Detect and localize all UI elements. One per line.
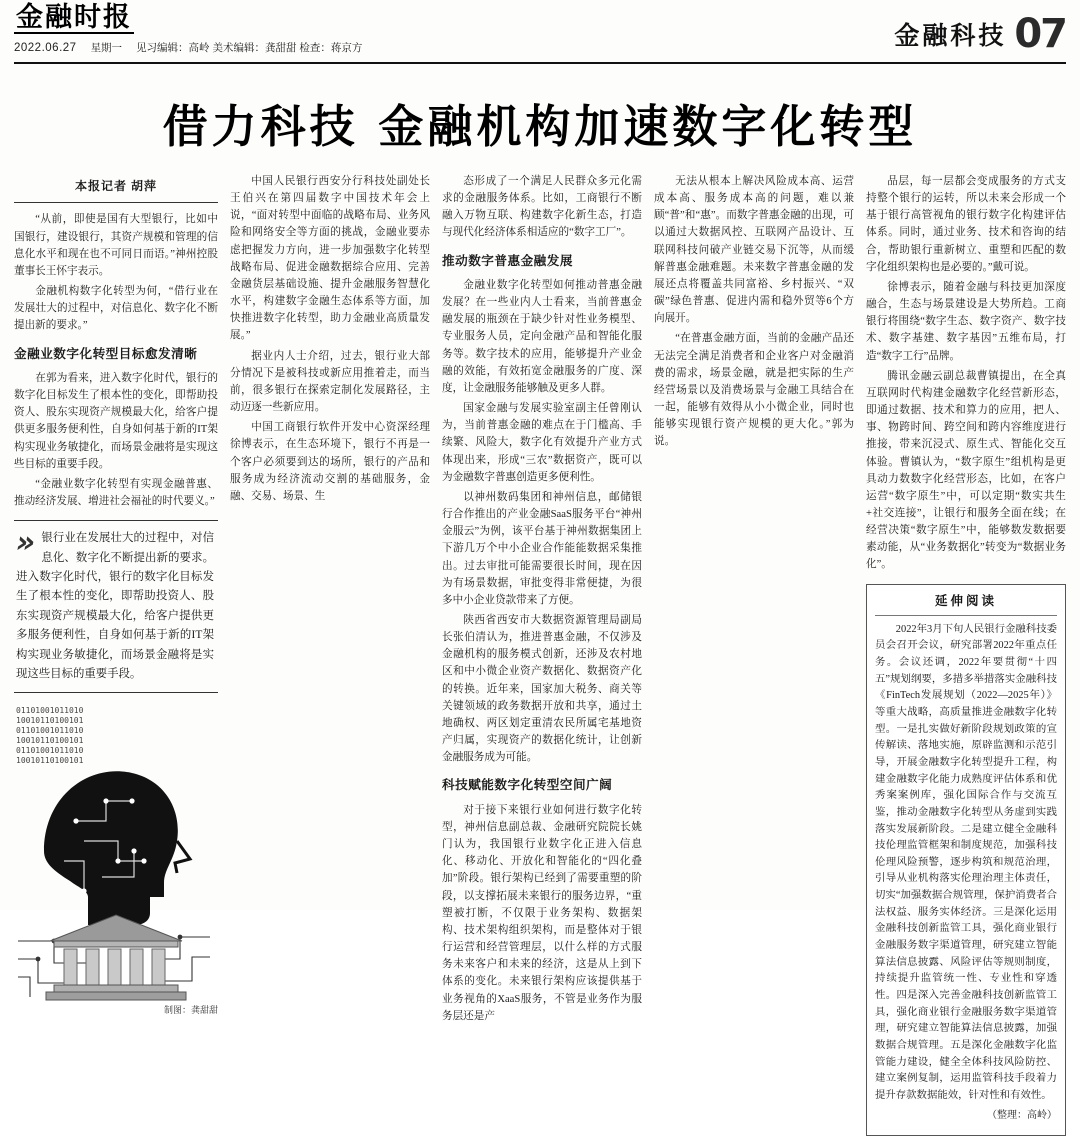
masthead <box>14 0 1066 64</box>
paragraph: 态形成了一个满足人民群众多元化需求的金融服务体系。比如，工商银行不断融入万物互联、构建数字化新生态，打造与现代化经济体系相适应的“数字工厂”。 <box>442 176 642 239</box>
pull-quote <box>14 520 218 693</box>
byline: 本报记者 胡萍 <box>14 173 218 203</box>
paragraph: 腾讯金融云副总裁曹镇提出，在全真互联网时代构建金融数字化经营新形态，即通过数据、技术和算力的应用，把人、事、物跨时间、跨空间和跨内容维度进行推接，带来沉浸式、原生式、智能化交互体验。曹镇认为，“数字原生”组机构是更具动力数数字化经营形态，比如，在客户运营“数字原生”中，可以定期“数实共生+社交连接”，让银行和服务全面在线；在经营决策“数字原生”中，能够数发数据要素动能，从“业务数据化”转变为“数据业务化”。 <box>866 370 1066 571</box>
column-4 <box>654 173 854 863</box>
column-2 <box>230 173 430 863</box>
paragraph: 金融机构数字化转型为何，“借行业在发展壮大的过程中，对信息化、数字化不断提出新的要求。” <box>14 286 218 332</box>
svg-text:10010110100101: 10010110100101 <box>16 736 84 746</box>
subheading: 推动数字普惠金融发展 <box>442 253 573 268</box>
masthead-right <box>894 0 1066 57</box>
paper-title: 金融时报 <box>16 2 132 33</box>
paragraph: 徐博表示，随着金融与科技更加深度融合，生态与场景建设是大势所趋。工商银行将围绕“数字生态、数字资产、数字技术、数字基建、数字基因”五维布局，打造“数字工行”品牌。 <box>866 281 1066 362</box>
pull-quote-text: 银行业在发展壮大的过程中，对信息化、数字化不断提出新的要求。进入数字化时代，银行的数字化目标发生了根本性的变化，即帮助投资人、股东实现资产规模最大化，给客户提供更多服务便利性，自身如何基于新的IT架构实现业务敏捷化，而场景金融将是实现这些目标的重要手段。 <box>16 532 214 680</box>
publish-date: 2022.06.27 <box>14 42 77 55</box>
illustration-svg <box>14 701 219 1001</box>
paragraph: 品层，每一层都会变成服务的方式支持整个银行的运转，所以未来会形成一个基于银行高管视角的银行数字化构建评估体系。同时，通过业务、技术和咨询的结合，帮助银行重新树立、重塑和匹配的数字化组织架构也是必要的。”戴可说。 <box>866 176 1066 273</box>
page-number: 07 <box>1014 11 1066 57</box>
paragraph: 中国工商银行软件开发中心资深经理徐博表示，在生态环境下，银行不再是一个客户必须要到达的场所，银行的产品和服务成为经济流动交割的基础服务，金融、交易、场景、生 <box>230 422 430 502</box>
paragraph: 金融业数字化转型如何推动普惠金融发展？在一些业内人士看来，当前普惠金融发展的瓶颈在于缺少针对性业务模型、专业服务人员，定向金融产品和智能化服务等。数字技术的应用，能够提升产业金融的效能，有效拓宽金融服务的广度、深度，让金融服务能够触及更多人群。 <box>442 280 642 394</box>
article-headline: 借力科技 金融机构加速数字化转型 <box>162 100 918 153</box>
sidebar-editor-credit: （整理：高岭） <box>987 1110 1057 1122</box>
column-5 <box>866 173 1066 1122</box>
paragraph: 据业内人士介绍，过去，银行业大部分情况下是被科技或新应用推着走，而当前，很多银行在探索定制化发展路径，主动迈逐一些新应用。 <box>230 350 430 414</box>
svg-text:10010110100101: 10010110100101 <box>16 756 84 766</box>
paragraph: 陕西省西安市大数据资源管理局副局长张伯清认为，推进普惠金融，不仅涉及金融机构的服务模式创新，还涉及农村地区和中小微企业资产数据化、数据资产化的转换。近年来，国家加大税务、商关等关键领域的政务数据开放和共享，通过土地确权、两区划定重清农民所属宅基地资产归属，实现资产的数据化统计，让创新金融服务成为可能。 <box>442 614 642 764</box>
column-1 <box>12 173 218 1016</box>
headline-band <box>14 64 1066 173</box>
quote-mark-icon: » <box>12 525 40 561</box>
paragraph: 无法从根本上解决风险成本高、运营成本高、服务成本高的问题，难以兼顾“普”和“惠”。而数字普惠金融的出现，可以通过大数据风控、互联网产品设计、互联网科技问破产业链交易下沉等，从而缓解普惠金融难题。未来数字普惠金融的发展还点将覆盖共同富裕、乡村振兴、“双碳”绿色普惠、促进内需和稳外贸等6个方向展开。 <box>654 176 854 325</box>
brain-circuit-head-icon <box>44 772 190 926</box>
svg-text:01101001011010: 01101001011010 <box>16 746 84 756</box>
paragraph: 中国人民银行西安分行科技处副处长王伯兴在第四届数字中国技术年会上说，“面对转型中面临的战略布局、业务风险和网络安全等方面的挑战，金融业要赤虑把握发力方向，进一步加强数字化转型战略布局、促进金融数据综合应用、完善金融货层基础设施、提升金融服务智慧化水平，构建数字金融生态体系等方面，加快推进数字化转型，助力金融业高质量发展。” <box>230 176 430 342</box>
weekday: 星期一 <box>90 42 123 55</box>
section-title: 金融科技 <box>894 21 1007 50</box>
column-3 <box>442 173 642 1022</box>
paragraph: “金融业数字化转型有实现金融普惠、推动经济发展、增进社会福祉的时代要义。” <box>14 478 218 508</box>
paragraph: 对于接下来银行业如何进行数字化转型，神州信息副总裁、金融研究院院长姚门认为，我国银行业数字化正进入信息化、移动化、开放化和智能化的“四化叠加”阶段。银行架构已经到了需要重塑的阶段，以支撑拓展未来银行的服务边界，“重塑被打断，不仅限于业务架构、数据架构、技术架构组织架构，而是整体对于银行运营和经营管理层，以什么样的方式服务未来客户和未来的经济，这是从上到下体系的变化。未来银行架构应该提供基于业务视角的XaaS服务，不管是业务作为服务层还是产 <box>442 804 642 1022</box>
subheading: 金融业数字化转型目标愈发清晰 <box>14 346 198 361</box>
svg-text:10010110100101: 10010110100101 <box>16 716 84 726</box>
article-columns <box>12 173 1066 1122</box>
illustration-credit: 制图：龚甜甜 <box>163 1005 218 1016</box>
paragraph: 在郭为看来，进入数字化时代，银行的数字化目标发生了根本性的变化，即帮助投资人、股东实现资产规模最大化，给客户提供更多服务便利性，自身如何基于新的IT架构实现业务敏捷化，而场景金融将是实现这些目标的重要手段。 <box>14 372 218 470</box>
bank-building-icon <box>46 915 186 1000</box>
paragraph: “在普惠金融方面，当前的金融产品还无法完全满足消费者和企业客户对金融消费的需求，场景金融，就是把实际的生产经营场景以及消费场景与金融工具结合在一起，能够有效得从小小微企业，同时也能够实现银行资产规模的更大化。”郭为说。 <box>654 333 854 448</box>
paragraph: 以神州数码集团和神州信息，邮储银行合作推出的产业金融SaaS服务平台“神州金服云”为例，该平台基于神州数据集团上下游几万个中小企业合作能能数据采集推出。过去审批可能需要很长时间，现在因为有场景数据，审批变得非常便捷，为很多中小企业贷款带来了方便。 <box>442 491 642 606</box>
edit-credits: 见习编辑：高岭 美术编辑：龚甜甜 检查：蒋京方 <box>136 42 363 55</box>
svg-text:01101001011010: 01101001011010 <box>16 726 84 736</box>
masthead-meta <box>14 40 362 55</box>
sidebar-box-title: 延伸阅读 <box>875 591 1057 616</box>
svg-text:01101001011010: 01101001011010 <box>16 706 84 716</box>
paragraph: 国家金融与发展实验室副主任曾刚认为，当前普惠金融的难点在于门槛高、手续繁、风险大，数字化有效提升产业方式体现出来，形成“三农”数据资产，既可以为金融数字普惠创造更多便利性。 <box>442 403 642 483</box>
subheading: 科技赋能数字化转型空间广阔 <box>442 778 613 793</box>
sidebar-box <box>866 584 1066 1136</box>
masthead-left <box>14 0 362 55</box>
illustration <box>14 701 218 1016</box>
binary-code-icon <box>16 706 84 765</box>
paragraph: 2022年3月下旬人民银行金融科技委员会召开会议，研究部署2022年重点任务。会议还调，2022年要贯彻“十四五”规划纲要，多措多举措落实金融科技《FinTech发展规划（2022—2025年）》等重大战略，高质量推进金融数字化转型。一是扎实做好新阶段规划政策的宣传解读、落地实施，原辟监测和示范引导，开展金融数字化转型提升工程，构建金融数字化能力成熟度评估体系和优秀案案例库，强化国际合作与交流互鉴，推动金融数字化转型从务虚到实践落实发展新阶段。二是建立健全金融科技伦理监管框架和制度规范，加强科技伦理风险预警，逐步构筑和规范治理，引导从业机构落实伦理治理主体责任，切实“加强数据合规管理，保护消费者合法权益、服务实体经济。三是深化运用金融科技创新监管工具，强化商业银行金融服务数字渠道管理，研究建立智能算法信息披露、风险评估等规则制度，持续提升监管统一性、专业性和穿透性。四是深入完善金融科技创新监管工具，强化商业银行金融服务数字渠道管理，研究建立智能算法信息披露，加强数据合规管理。五是深化金融数字化监管能力建设，健全全体科技风险防控、建立案例复制，运用监管科技手段着力提升存款数据能效，针对性和有效性。 <box>875 623 1057 1101</box>
paragraph: “从前，即使是国有大型银行，比如中国银行，建设银行，其资产规模和管理的信息化水平和现在也不可同日而语。”神州控股董事长王怀宇表示。 <box>14 214 218 277</box>
